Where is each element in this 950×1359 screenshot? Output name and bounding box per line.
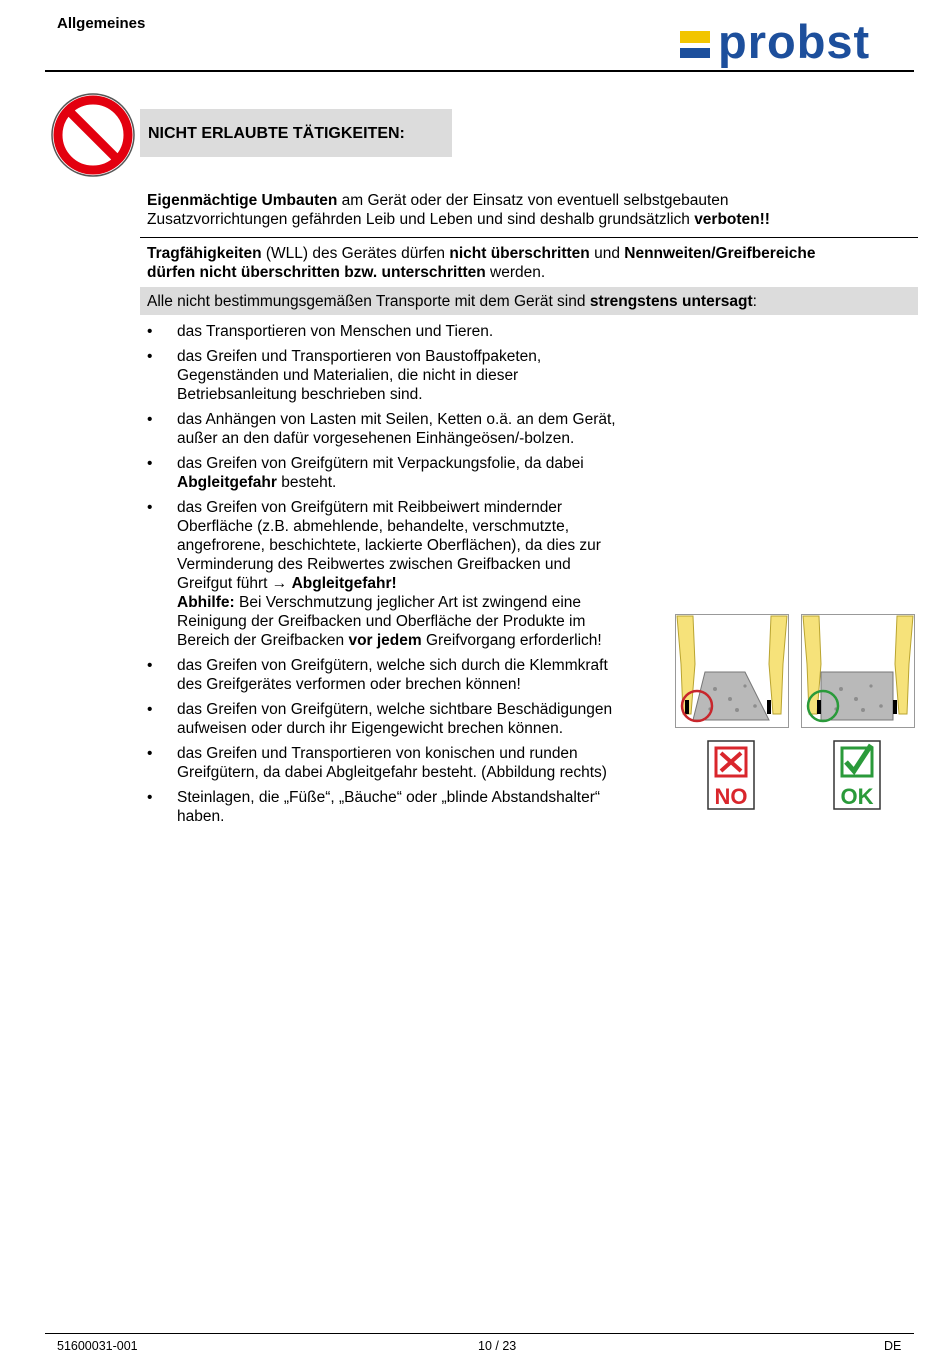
list-item (147, 410, 657, 448)
list-item-line (177, 631, 657, 650)
paragraph-line (147, 263, 917, 282)
forbidden-activities-list (147, 322, 657, 832)
logo-bar-yellow (680, 31, 710, 43)
list-item-line (177, 366, 657, 385)
text-run: Greifvorgang erforderlich! (421, 632, 602, 649)
list-item (147, 788, 657, 826)
logo-bar-blue (680, 48, 710, 58)
text-run: Bereich der Greifbacken (177, 632, 349, 649)
list-item-line (177, 454, 657, 473)
bold-run: Abgleitgefahr (177, 474, 277, 491)
page-number: 10 / 23 (478, 1339, 517, 1353)
list-item (147, 454, 657, 492)
list-item-line (177, 675, 657, 694)
bold-run: nicht überschritten (449, 245, 590, 262)
list-item-line (177, 536, 657, 555)
text-run: (WLL) des Gerätes dürfen (261, 245, 450, 262)
prohibition-sign-icon (50, 92, 136, 178)
text-run: das Greifen und Transportieren von Baustoffpaketen, (177, 348, 542, 365)
text-run: Reinigung der Greifbacken und Oberfläche der Produkte im (177, 613, 586, 630)
paragraph-load-capacity (147, 244, 917, 282)
logo-text: probst (718, 15, 871, 68)
text-run: : (752, 293, 757, 310)
probst-logo (680, 15, 908, 68)
paragraph-modifications (147, 191, 917, 229)
bold-run: Nennweiten/Greifbereiche (624, 245, 816, 262)
paragraph-forbidden-transports (147, 292, 917, 311)
document-number: 51600031-001 (57, 1339, 138, 1353)
list-item-line (177, 347, 657, 366)
text-run: besteht. (276, 474, 337, 491)
divider (140, 237, 918, 238)
paragraph-line (147, 210, 917, 229)
text-run: haben. (177, 808, 225, 825)
no-label: NO (714, 784, 748, 809)
bold-run: Abgleitgefahr! (291, 575, 397, 592)
bold-run: Eigenmächtige Umbauten (147, 192, 338, 209)
list-item (147, 347, 657, 404)
text-run: Alle nicht bestimmungsgemäßen Transporte mit dem Gerät sind (147, 293, 590, 310)
list-item (147, 322, 657, 341)
text-run: das Anhängen von Lasten mit Seilen, Ketten o.ä. an dem Gerät, (177, 411, 616, 428)
list-item-line (177, 574, 657, 593)
list-item-line (177, 788, 657, 807)
bold-run: verboten!! (694, 211, 770, 228)
list-item-line (177, 322, 657, 341)
text-run: Verminderung des Reibwertes zwischen Greifbacken und (177, 556, 571, 573)
header-rule (45, 70, 914, 72)
text-run: Steinlagen, die „Füße“, „Bäuche“ oder „blinde Abstandshalter“ (177, 789, 601, 806)
text-run: Greifgütern, da dabei Abgleitgefahr besteht. (Abbildung rechts) (177, 764, 607, 781)
gripper-wrong-illustration (675, 614, 789, 728)
text-run: das Greifen von Greifgütern, welche sichtbare Beschädigungen (177, 701, 613, 718)
text-run: das Greifen und Transportieren von konischen und runden (177, 745, 578, 762)
list-item-line (177, 807, 657, 826)
list-item (147, 700, 657, 738)
list-item-line (177, 498, 657, 517)
ok-label: OK (840, 784, 874, 809)
list-item-line (177, 700, 657, 719)
list-item-line (177, 385, 657, 404)
list-item (147, 498, 657, 650)
bold-run: Abhilfe: (177, 594, 235, 611)
paragraph-line (147, 244, 917, 263)
text-run: Zusatzvorrichtungen gefährden Leib und Leben und sind deshalb grundsätzlich (147, 211, 695, 228)
list-item-line (177, 612, 657, 631)
text-run: das Greifen von Greifgütern mit Reibbeiwert mindernder (177, 499, 563, 516)
text-run: Oberfläche (z.B. abmehlende, behandelte, verschmutzte, (177, 518, 570, 535)
list-item-line (177, 744, 657, 763)
text-run: Gegenständen und Materialien, die nicht in dieser (177, 367, 519, 384)
section-heading: NICHT ERLAUBTE TÄTIGKEITEN: (148, 125, 405, 142)
bold-run: vor jedem (348, 632, 422, 649)
no-badge-icon (707, 740, 755, 810)
language-code: DE (884, 1339, 902, 1353)
text-run: das Greifen von Greifgütern mit Verpackungsfolie, da dabei (177, 455, 584, 472)
bold-run: Tragfähigkeiten (147, 245, 262, 262)
text-run: am Gerät oder der Einsatz von eventuell selbstgebauten (337, 192, 729, 209)
list-item (147, 656, 657, 694)
paragraph-line (147, 191, 917, 210)
list-item-line (177, 719, 657, 738)
list-item-line (177, 763, 657, 782)
section-title: Allgemeines (57, 15, 146, 32)
list-item-line (177, 410, 657, 429)
text-run: Greifgut führt → (177, 575, 292, 592)
gripper-correct-illustration (801, 614, 915, 728)
footer-rule (45, 1333, 914, 1334)
list-item-line (177, 473, 657, 492)
list-item-line (177, 656, 657, 675)
text-run: außer an den dafür vorgesehenen Einhängeösen/-bolzen. (177, 430, 575, 447)
text-run: des Greifgerätes verformen oder brechen können! (177, 676, 521, 693)
text-run: das Transportieren von Menschen und Tieren. (177, 323, 494, 340)
text-run: aufweisen oder durch ihr Eigengewicht brechen können. (177, 720, 564, 737)
list-item-line (177, 517, 657, 536)
text-run: Bei Verschmutzung jeglicher Art ist zwingend eine (234, 594, 582, 611)
list-item (147, 744, 657, 782)
list-item-line (177, 429, 657, 448)
text-run: das Greifen von Greifgütern, welche sich durch die Klemmkraft (177, 657, 608, 674)
list-item-line (177, 593, 657, 612)
bold-run: dürfen nicht überschritten bzw. unterschritten (147, 264, 486, 281)
ok-badge-icon (833, 740, 881, 810)
text-run: angefrorene, beschichtete, lackierte Oberflächen), da dies zur (177, 537, 601, 554)
text-run: und (589, 245, 625, 262)
text-run: werden. (485, 264, 546, 281)
text-run: Betriebsanleitung beschrieben sind. (177, 386, 423, 403)
bold-run: strengstens untersagt (589, 293, 753, 310)
list-item-line (177, 555, 657, 574)
